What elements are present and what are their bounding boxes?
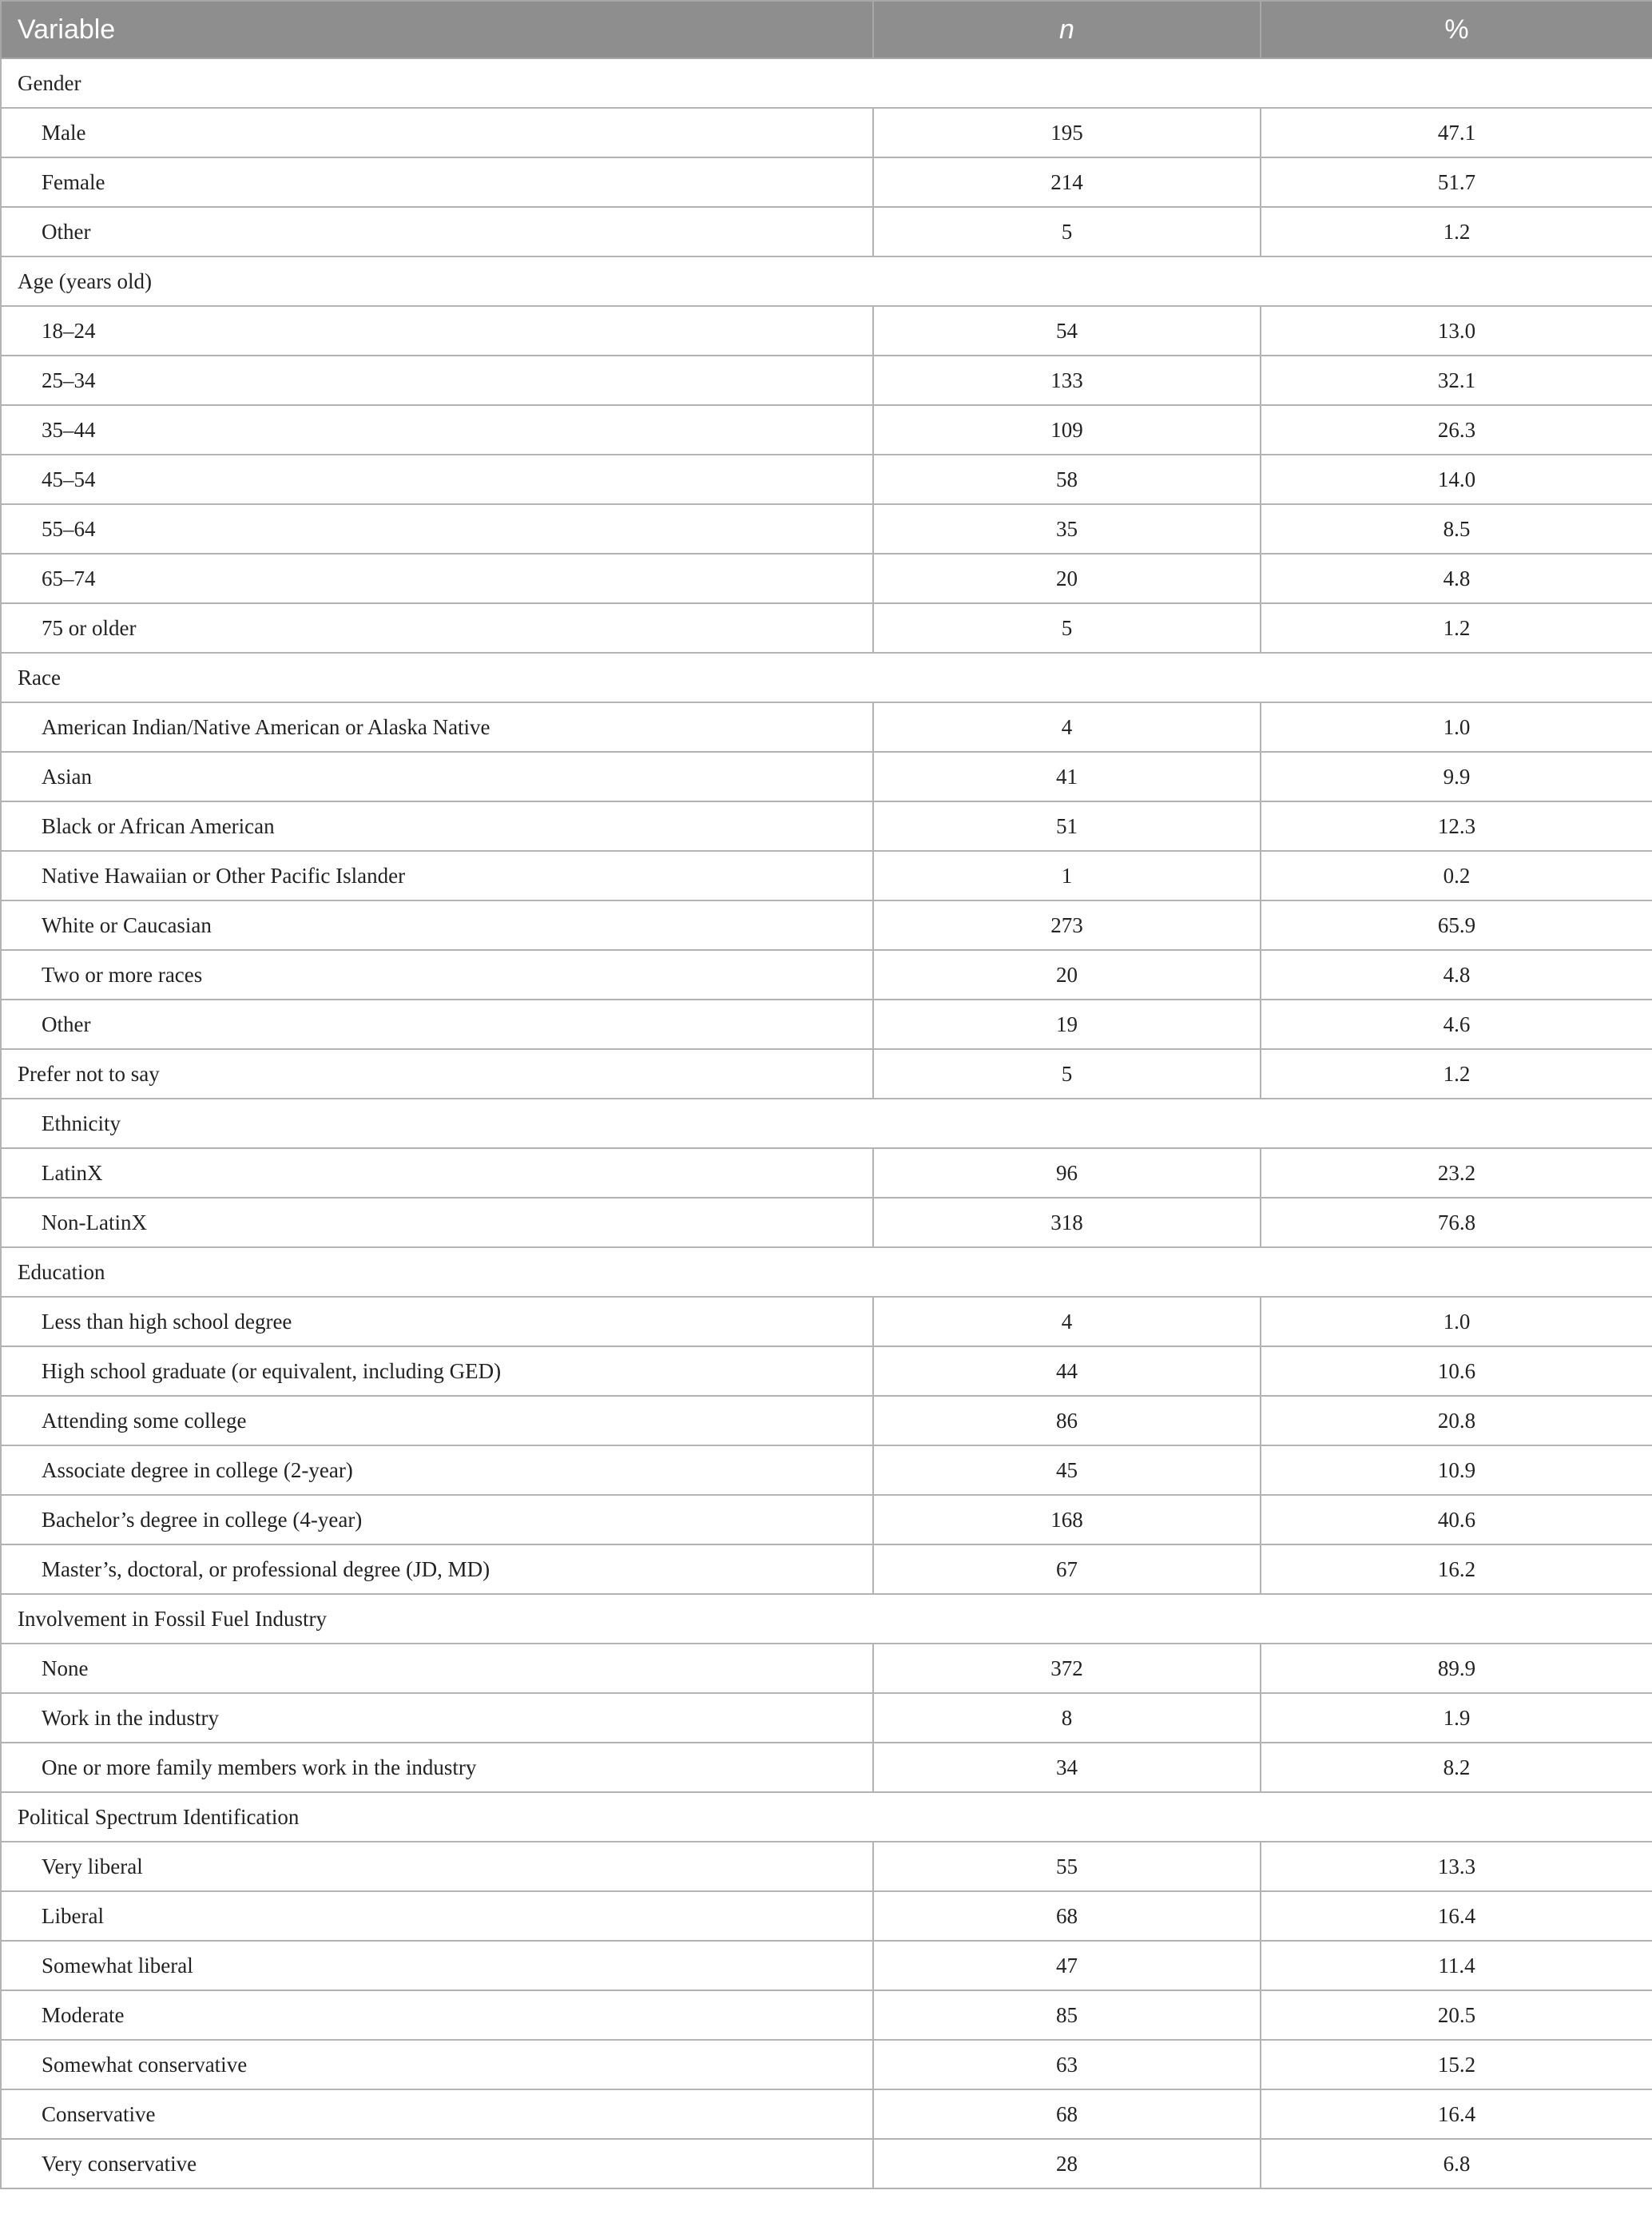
category-row xyxy=(1,1099,1652,1148)
cell-n: 133 xyxy=(873,356,1261,405)
cell-n: 67 xyxy=(873,1544,1261,1594)
row-label: Attending some college xyxy=(1,1396,873,1445)
category-label: Education xyxy=(1,1247,1652,1297)
cell-percent: 76.8 xyxy=(1261,1198,1652,1247)
category-row xyxy=(1,256,1652,306)
cell-n: 214 xyxy=(873,157,1261,207)
table-row xyxy=(1,1693,1652,1743)
table-row xyxy=(1,405,1652,455)
cell-n: 44 xyxy=(873,1346,1261,1396)
cell-n: 41 xyxy=(873,752,1261,801)
row-label: Moderate xyxy=(1,1990,873,2040)
row-label: Conservative xyxy=(1,2089,873,2139)
table-row xyxy=(1,207,1652,256)
table-row xyxy=(1,1445,1652,1495)
cell-percent: 16.2 xyxy=(1261,1544,1652,1594)
cell-n: 20 xyxy=(873,950,1261,1000)
header-variable: Variable xyxy=(1,1,873,58)
table-row xyxy=(1,157,1652,207)
category-label: Race xyxy=(1,653,1652,702)
cell-percent: 4.8 xyxy=(1261,554,1652,603)
cell-percent: 47.1 xyxy=(1261,108,1652,157)
cell-percent: 6.8 xyxy=(1261,2139,1652,2188)
cell-percent: 20.8 xyxy=(1261,1396,1652,1445)
row-label: 55–64 xyxy=(1,504,873,554)
table-row xyxy=(1,1049,1652,1099)
cell-percent: 20.5 xyxy=(1261,1990,1652,2040)
cell-n: 96 xyxy=(873,1148,1261,1198)
table-row xyxy=(1,1941,1652,1990)
table-row xyxy=(1,1000,1652,1049)
cell-n: 34 xyxy=(873,1743,1261,1792)
cell-n: 28 xyxy=(873,2139,1261,2188)
table-row xyxy=(1,752,1652,801)
cell-n: 45 xyxy=(873,1445,1261,1495)
table-row xyxy=(1,801,1652,851)
table-row xyxy=(1,1297,1652,1346)
category-row xyxy=(1,58,1652,108)
row-label: White or Caucasian xyxy=(1,900,873,950)
cell-percent: 1.2 xyxy=(1261,603,1652,653)
row-label: Bachelor’s degree in college (4-year) xyxy=(1,1495,873,1544)
row-label: Native Hawaiian or Other Pacific Islander xyxy=(1,851,873,900)
cell-percent: 11.4 xyxy=(1261,1941,1652,1990)
cell-n: 20 xyxy=(873,554,1261,603)
cell-percent: 65.9 xyxy=(1261,900,1652,950)
table-row xyxy=(1,1495,1652,1544)
row-label: Less than high school degree xyxy=(1,1297,873,1346)
row-label: 35–44 xyxy=(1,405,873,455)
cell-n: 5 xyxy=(873,1049,1261,1099)
table-row xyxy=(1,1396,1652,1445)
table-row xyxy=(1,504,1652,554)
category-label: Gender xyxy=(1,58,1652,108)
row-label: High school graduate (or equivalent, including GED) xyxy=(1,1346,873,1396)
cell-percent: 0.2 xyxy=(1261,851,1652,900)
table-row xyxy=(1,702,1652,752)
table-row xyxy=(1,356,1652,405)
table-row xyxy=(1,554,1652,603)
table-body xyxy=(1,58,1652,2188)
row-label: Work in the industry xyxy=(1,1693,873,1743)
cell-percent: 16.4 xyxy=(1261,2089,1652,2139)
row-label: 65–74 xyxy=(1,554,873,603)
category-row xyxy=(1,653,1652,702)
header-n: n xyxy=(873,1,1261,58)
row-label: Liberal xyxy=(1,1891,873,1941)
cell-n: 8 xyxy=(873,1693,1261,1743)
cell-percent: 40.6 xyxy=(1261,1495,1652,1544)
cell-n: 318 xyxy=(873,1198,1261,1247)
cell-n: 372 xyxy=(873,1644,1261,1693)
cell-percent: 10.9 xyxy=(1261,1445,1652,1495)
header-row xyxy=(1,1,1652,58)
row-label: Very conservative xyxy=(1,2139,873,2188)
row-label: One or more family members work in the industry xyxy=(1,1743,873,1792)
cell-percent: 12.3 xyxy=(1261,801,1652,851)
table-row xyxy=(1,1990,1652,2040)
cell-n: 86 xyxy=(873,1396,1261,1445)
cell-percent: 1.0 xyxy=(1261,702,1652,752)
table-row xyxy=(1,1198,1652,1247)
table-row xyxy=(1,1644,1652,1693)
table-row xyxy=(1,1743,1652,1792)
row-label: Two or more races xyxy=(1,950,873,1000)
cell-percent: 9.9 xyxy=(1261,752,1652,801)
cell-percent: 23.2 xyxy=(1261,1148,1652,1198)
table-row xyxy=(1,2040,1652,2089)
cell-n: 195 xyxy=(873,108,1261,157)
cell-percent: 8.5 xyxy=(1261,504,1652,554)
cell-n: 68 xyxy=(873,2089,1261,2139)
row-label: Associate degree in college (2-year) xyxy=(1,1445,873,1495)
table-row xyxy=(1,306,1652,356)
table-row xyxy=(1,2139,1652,2188)
cell-n: 168 xyxy=(873,1495,1261,1544)
cell-n: 55 xyxy=(873,1842,1261,1891)
row-label: Non-LatinX xyxy=(1,1198,873,1247)
cell-n: 47 xyxy=(873,1941,1261,1990)
cell-n: 58 xyxy=(873,455,1261,504)
category-row xyxy=(1,1594,1652,1644)
table-row xyxy=(1,1842,1652,1891)
table-row xyxy=(1,1346,1652,1396)
table-row xyxy=(1,851,1652,900)
header-percent: % xyxy=(1261,1,1652,58)
row-label: Female xyxy=(1,157,873,207)
table-row xyxy=(1,950,1652,1000)
row-label: None xyxy=(1,1644,873,1693)
cell-percent: 1.2 xyxy=(1261,1049,1652,1099)
cell-percent: 51.7 xyxy=(1261,157,1652,207)
row-label: Black or African American xyxy=(1,801,873,851)
table-row xyxy=(1,455,1652,504)
cell-percent: 15.2 xyxy=(1261,2040,1652,2089)
row-label: Other xyxy=(1,207,873,256)
cell-n: 51 xyxy=(873,801,1261,851)
cell-n: 4 xyxy=(873,1297,1261,1346)
cell-percent: 10.6 xyxy=(1261,1346,1652,1396)
row-label: Other xyxy=(1,1000,873,1049)
category-label: Involvement in Fossil Fuel Industry xyxy=(1,1594,1652,1644)
cell-n: 1 xyxy=(873,851,1261,900)
category-label: Political Spectrum Identification xyxy=(1,1792,1652,1842)
row-label: 25–34 xyxy=(1,356,873,405)
cell-n: 273 xyxy=(873,900,1261,950)
table-row xyxy=(1,108,1652,157)
category-label: Ethnicity xyxy=(1,1099,1652,1148)
row-label: Very liberal xyxy=(1,1842,873,1891)
table-row xyxy=(1,900,1652,950)
cell-n: 109 xyxy=(873,405,1261,455)
row-label: 75 or older xyxy=(1,603,873,653)
cell-percent: 32.1 xyxy=(1261,356,1652,405)
table-row xyxy=(1,2089,1652,2139)
row-label: Somewhat liberal xyxy=(1,1941,873,1990)
cell-percent: 4.8 xyxy=(1261,950,1652,1000)
cell-percent: 1.0 xyxy=(1261,1297,1652,1346)
row-label: Male xyxy=(1,108,873,157)
cell-n: 19 xyxy=(873,1000,1261,1049)
cell-percent: 1.2 xyxy=(1261,207,1652,256)
table-row xyxy=(1,1148,1652,1198)
row-label: 45–54 xyxy=(1,455,873,504)
cell-n: 4 xyxy=(873,702,1261,752)
category-label: Age (years old) xyxy=(1,256,1652,306)
table-row xyxy=(1,603,1652,653)
row-label: Master’s, doctoral, or professional degree (JD, MD) xyxy=(1,1544,873,1594)
category-row xyxy=(1,1247,1652,1297)
table-row xyxy=(1,1544,1652,1594)
row-label: Asian xyxy=(1,752,873,801)
row-label: Prefer not to say xyxy=(1,1049,873,1099)
cell-n: 5 xyxy=(873,207,1261,256)
cell-percent: 16.4 xyxy=(1261,1891,1652,1941)
cell-n: 68 xyxy=(873,1891,1261,1941)
row-label: American Indian/Native American or Alaska Native xyxy=(1,702,873,752)
cell-percent: 13.3 xyxy=(1261,1842,1652,1891)
table-header xyxy=(1,1,1652,58)
cell-percent: 4.6 xyxy=(1261,1000,1652,1049)
cell-n: 54 xyxy=(873,306,1261,356)
table-row xyxy=(1,1891,1652,1941)
cell-n: 35 xyxy=(873,504,1261,554)
cell-percent: 8.2 xyxy=(1261,1743,1652,1792)
cell-percent: 13.0 xyxy=(1261,306,1652,356)
cell-percent: 1.9 xyxy=(1261,1693,1652,1743)
row-label: 18–24 xyxy=(1,306,873,356)
cell-percent: 14.0 xyxy=(1261,455,1652,504)
cell-n: 63 xyxy=(873,2040,1261,2089)
cell-percent: 26.3 xyxy=(1261,405,1652,455)
cell-percent: 89.9 xyxy=(1261,1644,1652,1693)
cell-n: 5 xyxy=(873,603,1261,653)
category-row xyxy=(1,1792,1652,1842)
row-label: LatinX xyxy=(1,1148,873,1198)
cell-n: 85 xyxy=(873,1990,1261,2040)
row-label: Somewhat conservative xyxy=(1,2040,873,2089)
